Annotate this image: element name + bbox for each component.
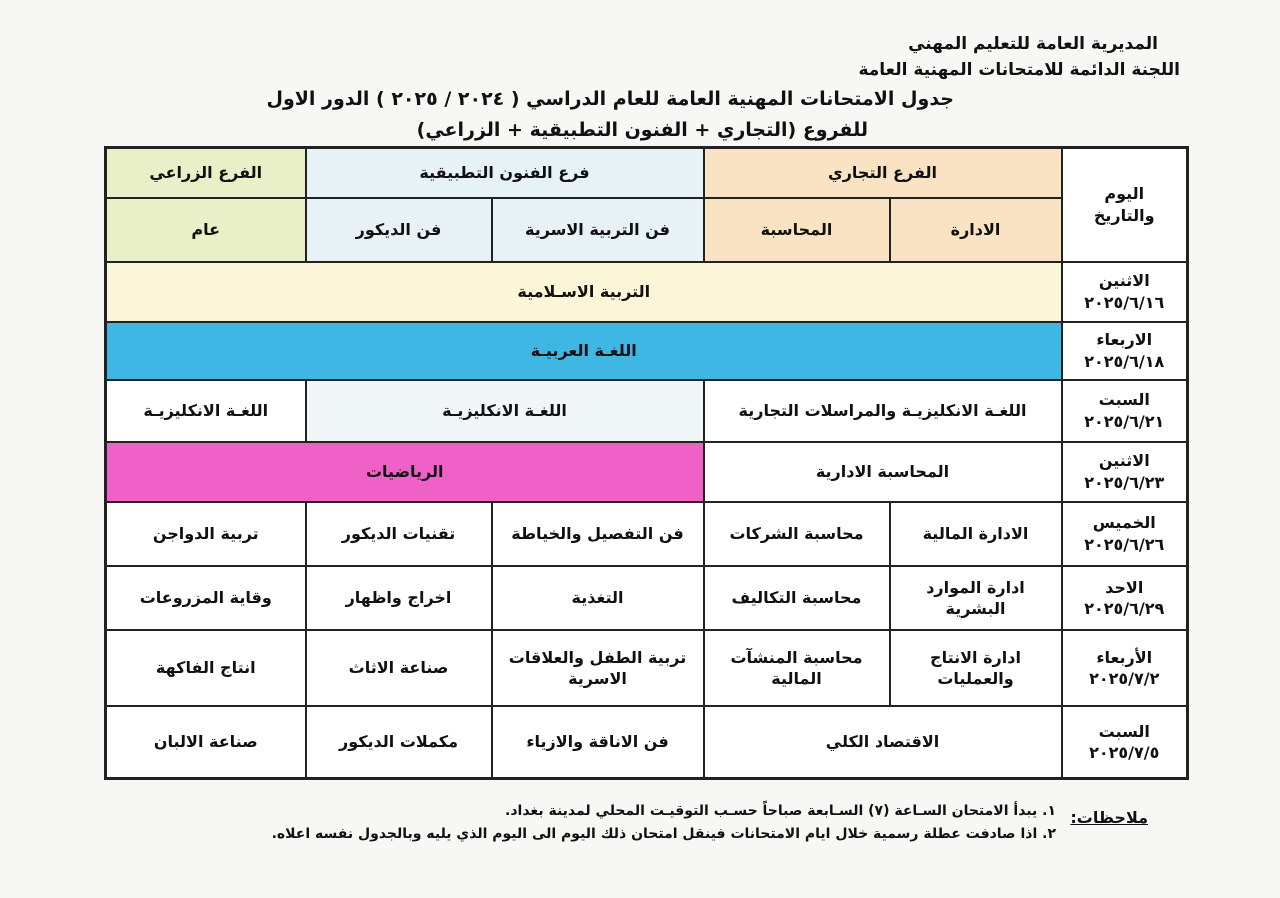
subject-cell: المحاسبة الادارية bbox=[704, 442, 1062, 502]
exam-date: ٢٠٢٥/٦/٢٦ bbox=[1084, 535, 1165, 555]
day-cell bbox=[1062, 442, 1188, 502]
day-date-header bbox=[1062, 148, 1188, 262]
day-name: الاحد bbox=[1105, 577, 1144, 597]
table-row bbox=[106, 502, 1188, 566]
subject-cell: اخراج واظهار bbox=[306, 566, 492, 630]
subject-cell: مكملات الديكور bbox=[306, 706, 492, 778]
table-row bbox=[106, 322, 1188, 380]
general-header: عام bbox=[106, 198, 306, 262]
table-row bbox=[106, 706, 1188, 778]
document-subtitle: للفروع (التجاري + الفنون التطبيقية + الزراعي) bbox=[416, 119, 868, 141]
subject-cell: تربية الدواجن bbox=[106, 502, 306, 566]
day-name: الخميس bbox=[1092, 513, 1156, 533]
exam-date: ٢٠٢٥/٦/٢٩ bbox=[1084, 599, 1165, 619]
day-cell bbox=[1062, 566, 1188, 630]
subject-cell: محاسبة المنشآت المالية bbox=[704, 630, 890, 706]
exam-date: ٢٠٢٥/٧/٢ bbox=[1089, 669, 1160, 689]
agricultural-branch-header: الفرع الزراعي bbox=[106, 148, 306, 198]
subject-cell: الادارة المالية bbox=[890, 502, 1062, 566]
day-name: الاثنين bbox=[1098, 451, 1150, 471]
decor-header: فن الديكور bbox=[306, 198, 492, 262]
day-cell bbox=[1062, 262, 1188, 322]
day-header-label: اليوم bbox=[1104, 184, 1145, 204]
subject-cell: اللغـة الانكليزيـة والمراسلات التجارية bbox=[704, 380, 1062, 442]
subject-cell: محاسبة الشركات bbox=[704, 502, 890, 566]
subject-cell: تقنيات الديكور bbox=[306, 502, 492, 566]
exam-date: ٢٠٢٥/٧/٥ bbox=[1089, 743, 1160, 763]
family-education-header: فن التربية الاسرية bbox=[492, 198, 704, 262]
subject-cell: وقاية المزروعات bbox=[106, 566, 306, 630]
notes-label: ملاحظات: bbox=[1070, 808, 1148, 827]
subject-cell: فن الاناقة والازياء bbox=[492, 706, 704, 778]
exam-date: ٢٠٢٥/٦/١٦ bbox=[1084, 292, 1165, 312]
table-row bbox=[106, 566, 1188, 630]
table-row bbox=[106, 442, 1188, 502]
date-header-label: والتاريخ bbox=[1093, 205, 1155, 225]
day-name: الاربعاء bbox=[1096, 330, 1153, 350]
table-header-row bbox=[106, 148, 1188, 198]
day-name: الاثنين bbox=[1098, 271, 1150, 291]
note-1: ١. يبدأ الامتحان السـاعة (٧) السـابعة صباحاً حسـب التوقيـت المحلي لمدينة بغداد. bbox=[505, 803, 1056, 819]
day-name: السبت bbox=[1098, 390, 1150, 410]
day-cell bbox=[1062, 706, 1188, 778]
subject-cell: اللغـة العربيـة bbox=[106, 322, 1062, 380]
subject-cell: الاقتصاد الكلي bbox=[704, 706, 1062, 778]
subject-cell: ادارة الانتاج والعمليات bbox=[890, 630, 1062, 706]
applied-arts-branch-header: فرع الفنون التطبيقية bbox=[306, 148, 704, 198]
document-title: جدول الامتحانات المهنية العامة للعام الدراسي ( ٢٠٢٤ / ٢٠٢٥ ) الدور الاول bbox=[266, 88, 954, 110]
subject-cell: انتاج الفاكهة bbox=[106, 630, 306, 706]
management-header: الادارة bbox=[890, 198, 1062, 262]
day-name: الأربعاء bbox=[1096, 647, 1153, 667]
accounting-header: المحاسبة bbox=[704, 198, 890, 262]
commercial-branch-header: الفرع التجاري bbox=[704, 148, 1062, 198]
subject-cell: تربية الطفل والعلاقات الاسرية bbox=[492, 630, 704, 706]
day-cell bbox=[1062, 630, 1188, 706]
day-name: السبت bbox=[1098, 721, 1150, 741]
note-2: ٢. اذا صادفت عطلة رسمية خلال ايام الامتحانات فينقل امتحان ذلك اليوم الى اليوم الذي يليه وبالجدول نفسه اعلاه. bbox=[271, 826, 1056, 842]
subject-cell: اللغـة الانكليزيـة bbox=[306, 380, 704, 442]
table-subheader-row bbox=[106, 198, 1188, 262]
day-cell bbox=[1062, 322, 1188, 380]
day-cell bbox=[1062, 380, 1188, 442]
exam-date: ٢٠٢٥/٦/١٨ bbox=[1084, 351, 1165, 371]
day-cell bbox=[1062, 502, 1188, 566]
subject-cell: التربية الاسـلامية bbox=[106, 262, 1062, 322]
exam-schedule-table bbox=[104, 146, 1189, 780]
org-name-line2: اللجنة الدائمة للامتحانات المهنية العامة bbox=[858, 60, 1180, 80]
subject-cell: صناعة الالبان bbox=[106, 706, 306, 778]
table-row bbox=[106, 262, 1188, 322]
table-row bbox=[106, 380, 1188, 442]
exam-date: ٢٠٢٥/٦/٢١ bbox=[1084, 411, 1165, 431]
subject-cell: صناعة الاثاث bbox=[306, 630, 492, 706]
subject-cell: فن التفصيل والخياطة bbox=[492, 502, 704, 566]
subject-cell: محاسبة التكاليف bbox=[704, 566, 890, 630]
org-name-line1: المديرية العامة للتعليم المهني bbox=[908, 34, 1158, 54]
exam-date: ٢٠٢٥/٦/٢٣ bbox=[1084, 472, 1165, 492]
subject-cell: ادارة الموارد البشرية bbox=[890, 566, 1062, 630]
subject-cell: التغذية bbox=[492, 566, 704, 630]
table-row bbox=[106, 630, 1188, 706]
subject-cell: الرياضيات bbox=[106, 442, 704, 502]
subject-cell: اللغـة الانكليزيـة bbox=[106, 380, 306, 442]
